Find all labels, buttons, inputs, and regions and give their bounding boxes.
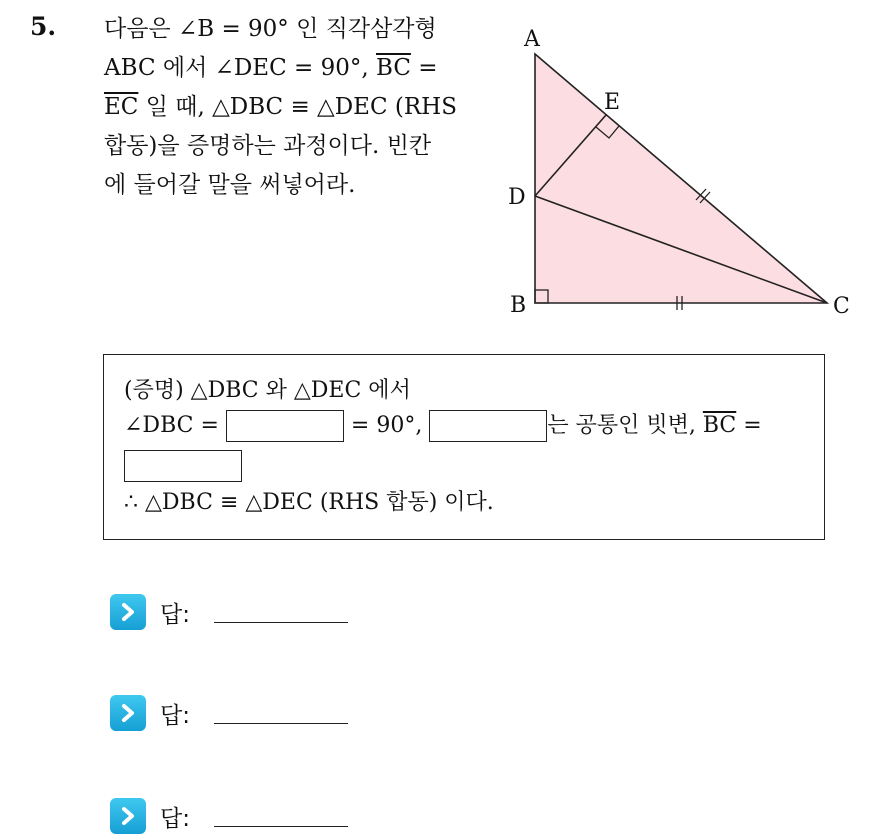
proof-line-4: ∴ △DBC ≡ △DEC (RHS 합동) 이다.: [124, 490, 494, 515]
answer-label: 답:: [160, 601, 190, 628]
proof-equals-90: = 90°,: [350, 413, 423, 438]
question-text: [104, 10, 484, 205]
proof-angle-dbc: ∠DBC =: [124, 413, 219, 438]
proof-line-3: [124, 448, 242, 484]
chevron-right-icon: [110, 798, 146, 834]
question-line-3-text: 일 때, △DBC ≡ △DEC (RHS: [145, 94, 457, 120]
question-line-4: 합동)을 증명하는 과정이다. 빈칸: [104, 133, 432, 159]
triangle-abc: [535, 54, 827, 303]
triangle-diagram: [500, 20, 860, 330]
chevron-right-icon: [110, 695, 146, 731]
question-line-3: [104, 88, 484, 127]
question-number: 5.: [30, 12, 57, 41]
label-d: D: [508, 185, 526, 210]
answer-label: 답:: [160, 702, 190, 729]
blank-3[interactable]: [124, 450, 242, 482]
question-line-1: 다음은 ∠B = 90° 인 직각삼각형: [104, 16, 437, 42]
question-line-2-text: ABC 에서 ∠DEC = 90°,: [104, 55, 369, 81]
answer-line-2[interactable]: [214, 723, 348, 724]
proof-common-hyp: 는 공통인 빗변,: [547, 413, 696, 438]
label-c: C: [833, 294, 850, 319]
label-e: E: [604, 90, 621, 115]
answer-line-3[interactable]: [214, 826, 348, 827]
answer-row-2: [110, 693, 190, 733]
label-a: A: [524, 27, 540, 52]
proof-box: [103, 354, 825, 540]
triangle-figure: [500, 20, 860, 330]
blank-2[interactable]: [429, 410, 547, 442]
proof-eq: =: [743, 413, 762, 438]
answer-line-1[interactable]: [214, 622, 348, 623]
proof-line-2: [124, 408, 762, 444]
chevron-right-icon: [110, 594, 146, 630]
answer-row-1: [110, 592, 190, 632]
segment-bc: $\overline{BC}$: [375, 55, 411, 81]
question-line-5: 에 들어갈 말을 써넣어라.: [104, 172, 356, 198]
proof-segment-bc: $\overline{BC}$: [702, 413, 737, 438]
segment-ec: $\overline{EC}$: [104, 94, 139, 120]
blank-1[interactable]: [226, 410, 344, 442]
label-b: B: [510, 293, 527, 318]
question-line-2: [104, 49, 484, 88]
proof-line-1: (증명) △DBC 와 △DEC 에서: [124, 378, 411, 403]
answer-label: 답:: [160, 805, 190, 832]
answer-row-3: [110, 796, 190, 836]
equals-sign: =: [418, 55, 438, 81]
